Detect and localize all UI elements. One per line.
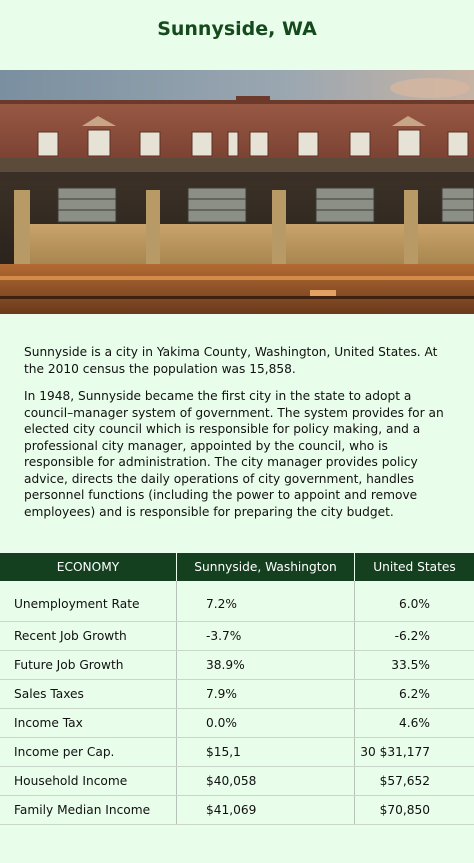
local-value: $15,1	[177, 738, 355, 767]
sunnyside-header: Sunnyside, Washington	[177, 553, 355, 581]
row-label: Recent Job Growth	[0, 622, 177, 651]
building-photo	[0, 70, 474, 314]
row-label: Future Job Growth	[0, 651, 177, 680]
local-value: -3.7%	[177, 622, 355, 651]
row-label: Family Median Income	[0, 796, 177, 825]
intro-paragraph: Sunnyside is a city in Yakima County, Washington, United States. At the 2010 census the population was 15,858.	[24, 345, 438, 376]
us-value: 6.2%	[355, 680, 474, 709]
row-label: Sales Taxes	[0, 680, 177, 709]
government-paragraph: In 1948, Sunnyside became the first city in the state to adopt a council–manager system of government. The system provides for an elected city council which is responsible for policy making, and a professional city manager, appointed by the council, who is responsible for administration. The city manager provides policy advice, directs the daily operations of city government, handles personnel functions (including the power to appoint and remove employees) and is responsible for preparing the city budget.	[24, 389, 444, 519]
us-value: $70,850	[355, 796, 474, 825]
economy-table	[0, 553, 474, 825]
row-label: Unemployment Rate	[0, 581, 177, 622]
table-row	[0, 581, 474, 622]
local-value: $40,058	[177, 767, 355, 796]
table-header-row	[0, 553, 474, 581]
table-row	[0, 651, 474, 680]
local-value: 7.9%	[177, 680, 355, 709]
us-value: 6.0%	[355, 581, 474, 622]
table-row	[0, 622, 474, 651]
table-row	[0, 709, 474, 738]
local-value: $41,069	[177, 796, 355, 825]
local-value: 38.9%	[177, 651, 355, 680]
page-title: Sunnyside, WA	[157, 18, 317, 40]
us-value: -6.2%	[355, 622, 474, 651]
economy-header: ECONOMY	[0, 553, 177, 581]
table-row	[0, 738, 474, 767]
row-label: Income per Cap.	[0, 738, 177, 767]
us-value: 33.5%	[355, 651, 474, 680]
table-row	[0, 796, 474, 825]
row-label: Income Tax	[0, 709, 177, 738]
local-value: 0.0%	[177, 709, 355, 738]
us-header: United States	[355, 553, 474, 581]
us-value: $57,652	[355, 767, 474, 796]
us-value: 30 $31,177	[355, 738, 474, 767]
us-value: 4.6%	[355, 709, 474, 738]
row-label: Household Income	[0, 767, 177, 796]
table-row	[0, 767, 474, 796]
table-row	[0, 680, 474, 709]
local-value: 7.2%	[177, 581, 355, 622]
description	[24, 344, 452, 531]
